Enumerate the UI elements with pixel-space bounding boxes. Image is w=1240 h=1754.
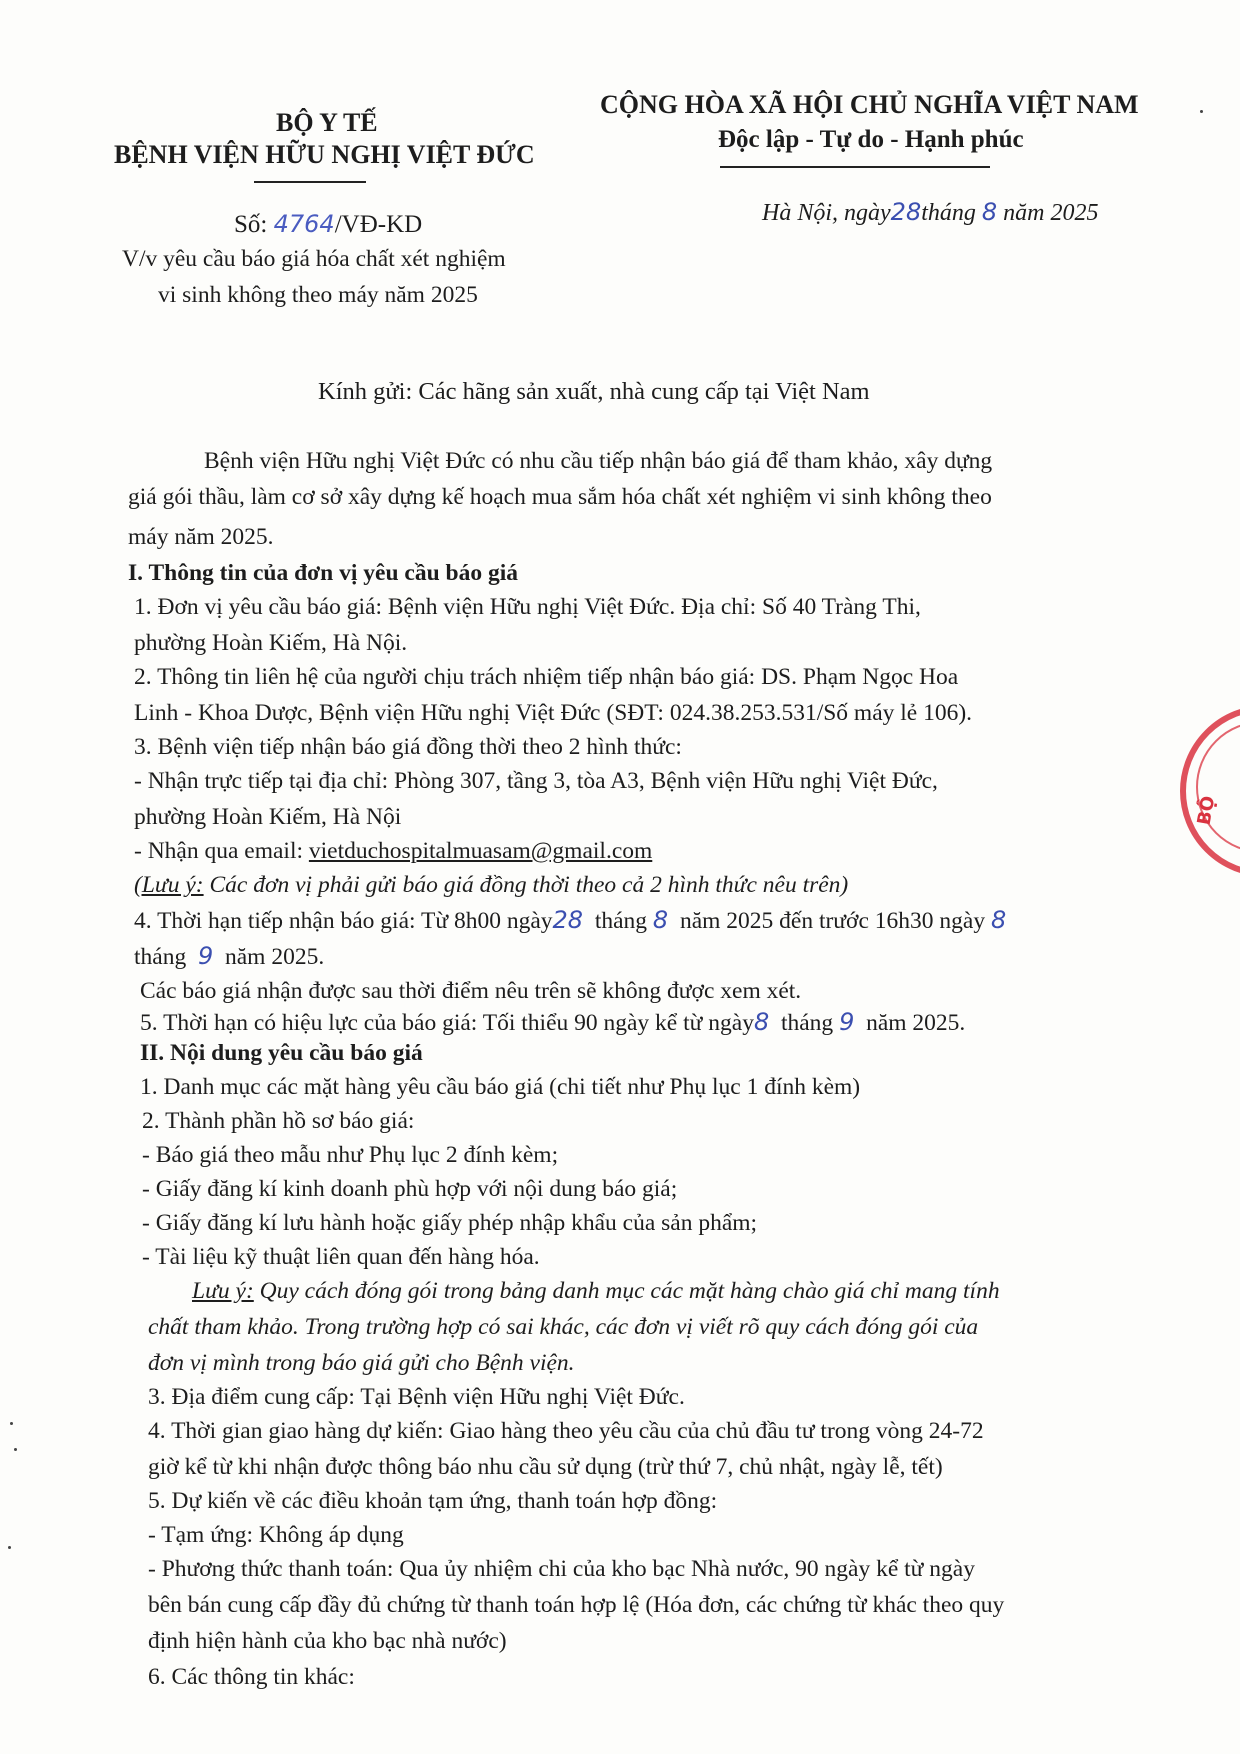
s1-item5-a: 5. Thời hạn có hiệu lực của báo giá: Tối thiểu 90 ngày kể từ ngày	[140, 1010, 754, 1036]
s2-item2d: - Tài liệu kỹ thuật liên quan đến hàng hóa.	[142, 1244, 540, 1270]
date-month-label: tháng	[921, 200, 976, 226]
s2-item2c: - Giấy đăng kí lưu hành hoặc giấy phép nhập khẩu của sản phẩm;	[142, 1210, 758, 1236]
s2-item6: 6. Các thông tin khác:	[148, 1664, 355, 1690]
intro-line-1: Bệnh viện Hữu nghị Việt Đức có nhu cầu tiếp nhận báo giá để tham khảo, xây dựng	[204, 448, 993, 474]
s1-item1-line1: 1. Đơn vị yêu cầu báo giá: Bệnh viện Hữu nghị Việt Đức. Địa chỉ: Số 40 Tràng Thi,	[134, 594, 921, 620]
motto-underline	[720, 166, 990, 168]
intro-line-2: giá gói thầu, làm cơ sở xây dựng kế hoạch mua sắm hóa chất xét nghiệm vi sinh không theo	[128, 484, 992, 510]
s2-note-line1	[192, 1278, 1000, 1305]
email-link[interactable]: vietduchospitalmuasam@gmail.com	[308, 838, 653, 864]
doc-number	[234, 210, 422, 239]
s2-item2a: - Báo giá theo mẫu như Phụ lục 2 đính kèm;	[142, 1142, 559, 1168]
s2-note-line3: đơn vị mình trong báo giá gửi cho Bệnh viện.	[148, 1350, 575, 1376]
s2-item3: 3. Địa điểm cung cấp: Tại Bệnh viện Hữu nghị Việt Đức.	[148, 1384, 685, 1410]
date-year: năm 2025	[1003, 200, 1099, 226]
doc-number-prefix: Số:	[234, 211, 268, 238]
s2-item5b-line3: định hiện hành của kho bạc nhà nước)	[148, 1628, 507, 1654]
s2-note-label: Lưu ý:	[192, 1278, 254, 1304]
subject-line-1: V/v yêu cầu báo giá hóa chất xét nghiệm	[122, 246, 506, 272]
date-month: 8	[981, 198, 998, 226]
s1-item5-month: 9	[839, 1008, 855, 1036]
doc-number-suffix: /VĐ-KD	[334, 211, 423, 238]
s2-item2b: - Giấy đăng kí kinh doanh phù hợp với nội dung báo giá;	[142, 1176, 678, 1202]
s2-item4-line1: 4. Thời gian giao hàng dự kiến: Giao hàng theo yêu cầu của chủ đầu tư trong vòng 24-72	[148, 1418, 984, 1444]
s1-item5-day: 8	[753, 1008, 770, 1036]
s1-item4-a: 4. Thời hạn tiếp nhận báo giá: Từ 8h00 ngày	[134, 908, 553, 934]
s1-item2-line1: 2. Thông tin liên hệ của người chịu trách nhiệm tiếp nhận báo giá: DS. Phạm Ngọc Hoa	[134, 664, 959, 690]
date-day: 28	[890, 198, 922, 226]
s2-item4-line2: giờ kể từ khi nhận được thông báo nhu cầu sử dụng (trừ thứ 7, chủ nhật, ngày lễ, tết)	[148, 1454, 943, 1480]
s1-item5-b: tháng	[780, 1010, 834, 1036]
s1-item3a-line1: - Nhận trực tiếp tại địa chỉ: Phòng 307, tầng 3, tòa A3, Bệnh viện Hữu nghị Việt Đức,	[134, 768, 938, 794]
s1-item5	[140, 1008, 965, 1037]
s1-item5-c: năm 2025.	[866, 1010, 966, 1036]
intro-line-3: máy năm 2025.	[128, 524, 274, 550]
s2-note-line2: chất tham khảo. Trong trường hợp có sai khác, các đơn vị viết rõ quy cách đóng gói của	[148, 1314, 979, 1340]
scan-speck	[14, 1448, 17, 1451]
s1-item4-cont	[134, 942, 324, 971]
s1-note-label: (Lưu ý:	[134, 872, 204, 898]
s1-item4-d: tháng	[134, 944, 187, 970]
s1-item1-line2: phường Hoàn Kiếm, Hà Nội.	[134, 630, 408, 656]
s1-item4-day1: 28	[552, 906, 584, 934]
s1-item4	[134, 906, 1006, 935]
s1-item4-c: năm 2025 đến trước 16h30 ngày	[679, 908, 986, 934]
scan-speck	[10, 1422, 13, 1425]
hospital-name: BỆNH VIỆN HỮU NGHỊ VIỆT ĐỨC	[114, 140, 535, 169]
s1-item4-day2: 8	[990, 906, 1007, 934]
email-label: - Nhận qua email:	[134, 838, 309, 864]
s2-item1: 1. Danh mục các mặt hàng yêu cầu báo giá (chi tiết như Phụ lục 1 đính kèm)	[140, 1074, 861, 1100]
s1-item3a-line2: phường Hoàn Kiếm, Hà Nội	[134, 804, 402, 830]
country-name: CỘNG HÒA XÃ HỘI CHỦ NGHĨA VIỆT NAM	[600, 90, 1139, 119]
s2-item5a: - Tạm ứng: Không áp dụng	[148, 1522, 404, 1548]
date-place: Hà Nội, ngày	[762, 200, 891, 226]
s2-item5b-line1: - Phương thức thanh toán: Qua ủy nhiệm chi của kho bạc Nhà nước, 90 ngày kể từ ngày	[148, 1556, 975, 1582]
stamp-text: BỘ	[1193, 794, 1220, 827]
s1-item4-note: Các báo giá nhận được sau thời điểm nêu trên sẽ không được xem xét.	[140, 978, 802, 1004]
s1-item4-month2: 9	[197, 942, 214, 970]
recipient: Kính gửi: Các hãng sản xuất, nhà cung cấp tại Việt Nam	[318, 378, 870, 405]
ministry-name: BỘ Y TẾ	[276, 108, 378, 137]
s1-item3: 3. Bệnh viện tiếp nhận báo giá đồng thời theo 2 hình thức:	[134, 734, 682, 760]
hospital-underline	[254, 181, 366, 183]
subject-line-2: vi sinh không theo máy năm 2025	[158, 282, 478, 308]
s1-item3b	[134, 838, 652, 865]
s1-item4-e: năm 2025.	[225, 944, 325, 970]
scan-speck	[8, 1546, 11, 1549]
scan-speck	[1200, 110, 1203, 113]
s1-note	[134, 872, 848, 899]
s2-item5b-line2: bên bán cung cấp đầy đủ chứng từ thanh toán hợp lệ (Hóa đơn, các chứng từ khác theo quy	[148, 1592, 1005, 1618]
s2-item2: 2. Thành phần hồ sơ báo giá:	[142, 1108, 415, 1134]
s1-item2-line2: Linh - Khoa Dược, Bệnh viện Hữu nghị Việt Đức (SĐT: 024.38.253.531/Số máy lẻ 106).	[134, 700, 973, 726]
date-line	[762, 198, 1099, 227]
motto: Độc lập - Tự do - Hạnh phúc	[718, 126, 1024, 153]
section-2-title: II. Nội dung yêu cầu báo giá	[140, 1040, 423, 1066]
section-1-title: I. Thông tin của đơn vị yêu cầu báo giá	[128, 560, 518, 586]
s2-note-l1: Quy cách đóng gói trong bảng danh mục các mặt hàng chào giá chỉ mang tính	[253, 1278, 1000, 1304]
s2-item5: 5. Dự kiến về các điều khoản tạm ứng, thanh toán hợp đồng:	[148, 1488, 718, 1514]
s1-item4-b: tháng	[594, 908, 648, 934]
s1-note-text: Các đơn vị phải gửi báo giá đồng thời theo cả 2 hình thức nêu trên)	[203, 872, 849, 898]
doc-number-handwritten: 4764	[273, 210, 335, 238]
s1-item4-month1: 8	[652, 906, 669, 934]
